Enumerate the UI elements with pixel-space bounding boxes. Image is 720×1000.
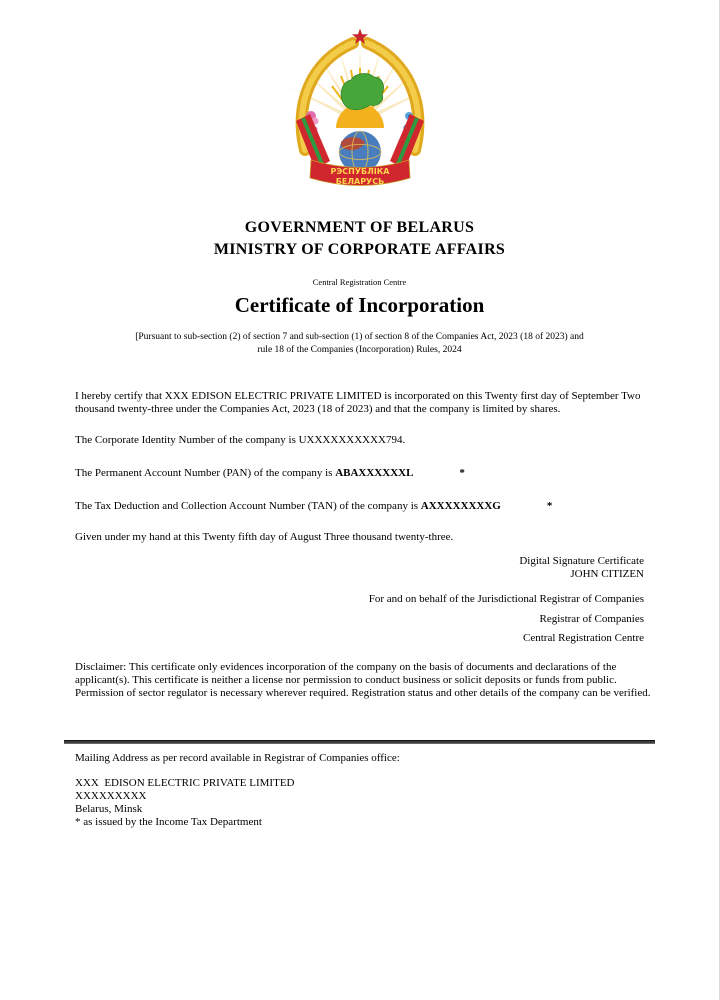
- footnote-income-tax: * as issued by the Income Tax Department: [75, 816, 262, 828]
- central-registration-centre-label: Central Registration Centre: [312, 277, 407, 287]
- behalf-line: For and on behalf of the Jurisdictional Registrar of Companies: [368, 593, 644, 605]
- pan-footnote-marker: *: [459, 467, 465, 479]
- mailing-company-name: XXX EDISON ELECTRIC PRIVATE LIMITED: [75, 777, 295, 789]
- registration-centre-line: Central Registration Centre: [523, 632, 644, 644]
- certification-paragraph: I hereby certify that XXX EDISON ELECTRIC PRIVATE LIMITED is incorporated on this Twenty first day of September Two thousand twenty-three under the Companies Act, 2023 (18 of 2023) and that the company is limited by shares.: [75, 390, 641, 415]
- tan-line: [75, 500, 653, 513]
- pursuant-subtitle: [0, 331, 719, 357]
- pan-line: [75, 467, 653, 480]
- mailing-address-heading: Mailing Address as per record available in Registrar of Companies office:: [75, 752, 400, 764]
- mailing-address-line: XXXXXXXXX: [75, 790, 147, 802]
- dsc-label: Digital Signature Certificate: [519, 555, 644, 567]
- mailing-location: Belarus, Minsk: [75, 803, 143, 815]
- given-under-hand-line: Given under my hand at this Twenty fifth day of August Three thousand twenty-three.: [75, 531, 454, 543]
- certificate-title: Certificate of Incorporation: [234, 293, 485, 317]
- banner-text-line2: БЕЛАРУСЬ: [335, 177, 384, 186]
- registrar-line: Registrar of Companies: [539, 612, 644, 625]
- tan-prefix: The Tax Deduction and Collection Account Number (TAN) of the company is: [75, 500, 421, 512]
- cin-line: The Corporate Identity Number of the company is UXXXXXXXXXX794.: [75, 434, 406, 446]
- signer-name: JOHN CITIZEN: [570, 568, 644, 580]
- header-block: [0, 217, 719, 261]
- ministry-title: MINISTRY OF CORPORATE AFFAIRS: [213, 241, 506, 258]
- pan-prefix: The Permanent Account Number (PAN) of the company is: [75, 467, 336, 479]
- pursuant-subtitle-line1: [Pursuant to sub-section (2) of section 7 and sub-section (1) of section 8 of the Companies Act, 2023 (18 of 2023) and: [135, 332, 584, 342]
- mailing-address-block: [75, 777, 653, 829]
- banner-text-line1: РЭСПУБЛІКА: [330, 167, 389, 176]
- belarus-emblem-graphic: [285, 24, 435, 192]
- belarus-coat-of-arms: [285, 24, 435, 192]
- pursuant-subtitle-line2: rule 18 of the Companies (Incorporation) Rules, 2024: [257, 345, 462, 355]
- digital-signature-block: [519, 555, 644, 581]
- pan-value: ABAXXXXXXL: [335, 467, 414, 479]
- disclaimer-paragraph: Disclaimer: This certificate only evidences incorporation of the company on the basis of documents and declarations of the applicant(s). This certificate is neither a license nor permission to conduct business or solicit deposits or funds from public. Permission of sector regulator is necessary wherever required. Registration status and other details of the company can be verified.: [75, 661, 651, 699]
- government-title: GOVERNMENT OF BELARUS: [244, 219, 475, 236]
- tan-footnote-marker: *: [546, 500, 553, 512]
- horizontal-divider: [64, 740, 655, 744]
- registrar-block: [369, 590, 644, 649]
- tan-value: AXXXXXXXXG: [420, 500, 501, 512]
